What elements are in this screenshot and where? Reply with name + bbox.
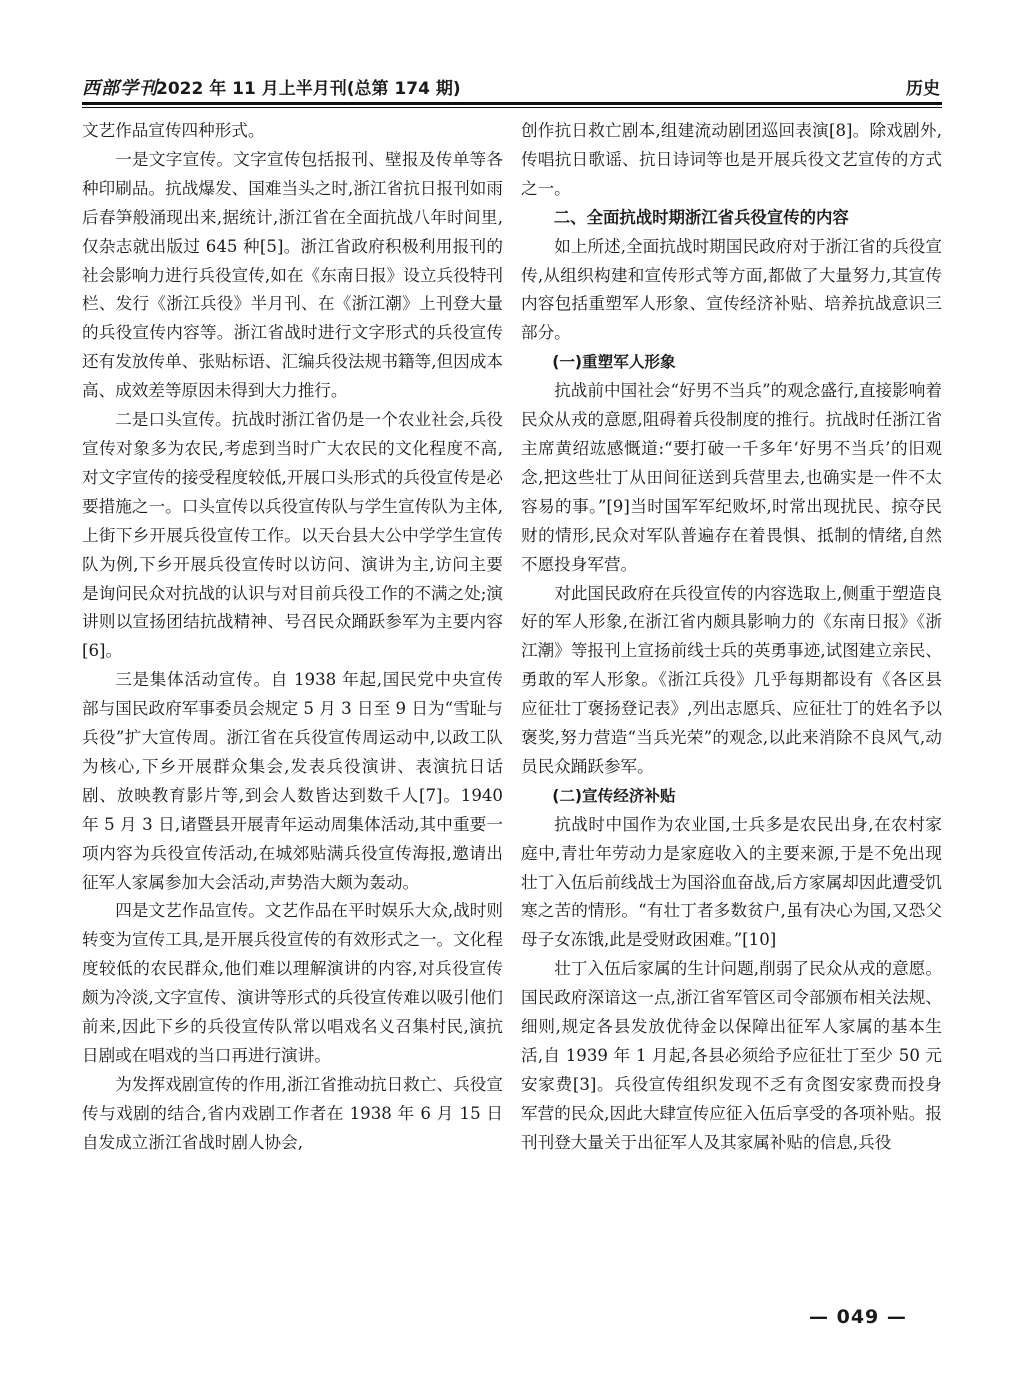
issue-info: 2022 年 11 月上半月刊(总第 174 期) bbox=[156, 79, 461, 99]
paragraph: 壮丁入伍后家属的生计问题,削弱了民众从戎的意愿。国民政府深谙这一点,浙江省军管区司令部颁布相关法规、细则,规定各县发放优待金以保障出征军人家属的基本生活,自 1939 年 1 月起,各县必须给予应征壮丁至少 50 元安家费[3]。兵役宣传组织发现不乏有贪图安家费而投身军营的民众,因此大肆宣传应征入伍后享受的各项补贴。报刊刊登大量关于出征军人及其家属补贴的信息,兵役 bbox=[521, 959, 942, 1152]
paragraph: 二是口头宣传。抗战时浙江省仍是一个农业社会,兵役宣传对象多为农民,考虑到当时广大农民的文化程度不高,对文字宣传的接受程度较低,开展口头形式的兵役宣传是必要措施之一。口头宣传以兵役宣传队与学生宣传队为主体,上街下乡开展兵役宣传工作。以天台县大公中学学生宣传队为例,下乡开展兵役宣传时以访问、演讲为主,访问主要是询问民众对抗战的认识与对目前兵役工作的不满之处;演讲则以宣扬团结抗战精神、号召民众踊跃参军为主要内容[6]。 bbox=[82, 410, 503, 661]
running-header bbox=[82, 74, 942, 98]
header-rule-thick bbox=[82, 102, 942, 105]
paragraph: 四是文艺作品宣传。文艺作品在平时娱乐大众,战时则转变为宣传工具,是开展兵役宣传的有效形式之一。文化程度较低的农民群众,他们难以理解演讲的内容,对兵役宣传颇为冷淡,文字宣传、演讲等形式的兵役宣传难以吸引他们前来,因此下乡的兵役宣传队常以唱戏名义召集村民,演抗日剧或在唱戏的当口再进行演讲。 bbox=[82, 901, 503, 1065]
page-number: — 049 — bbox=[809, 1306, 907, 1328]
journal-logo: 西部学刊 bbox=[82, 78, 158, 99]
paragraph: 文艺作品宣传四种形式。 bbox=[82, 121, 265, 140]
paragraph: 为发挥戏剧宣传的作用,浙江省推动抗日救亡、兵役宣传与戏剧的结合,省内戏剧工作者在 1938 年 6 月 15 日自发成立浙江省战时剧人协会, bbox=[82, 1074, 503, 1152]
section-label: 历史 bbox=[906, 79, 940, 99]
section-heading: 二、全面抗战时期浙江省兵役宣传的内容 bbox=[553, 207, 849, 227]
paragraph: 如上所述,全面抗战时期国民政府对于浙江省的兵役宣传,从组织构建和宣传形式等方面,都做了大量努力,其宣传内容包括重塑军人形象、宣传经济补贴、培养抗战意识三部分。 bbox=[521, 236, 942, 343]
left-column bbox=[82, 117, 503, 1158]
subsection-heading: (一)重塑军人形象 bbox=[552, 353, 676, 372]
paragraph: 对此国民政府在兵役宣传的内容选取上,侧重于塑造良好的军人形象,在浙江省内颇具影响力的《东南日报》《浙江潮》等报刊上宣扬前线士兵的英勇事迹,试图建立亲民、勇敢的军人形象。《浙江兵役》几乎每期都设有《各区县应征壮丁褒扬登记表》,列出志愿兵、应征壮丁的姓名予以褒奖,努力营造“当兵光荣”的观念,以此来消除不良风气,动员民众踊跃参军。 bbox=[521, 583, 942, 776]
paragraph: 抗战前中国社会“好男不当兵”的观念盛行,直接影响着民众从戎的意愿,阻碍着兵役制度的推行。抗战时任浙江省主席黄绍竑感慨道:“要打破一千多年‘好男不当兵’的旧观念,把这些壮丁从田间征送到兵营里去,也确实是一件不太容易的事。”[9]当时国军军纪败坏,时常出现扰民、掠夺民财的情形,民众对军队普遍存在着畏惧、抵制的情绪,自然不愿投身军营。 bbox=[521, 381, 942, 574]
paragraph: 创作抗日救亡剧本,组建流动剧团巡回表演[8]。除戏剧外,传唱抗日歌谣、抗日诗词等也是开展兵役文艺宣传的方式之一。 bbox=[521, 121, 942, 198]
right-column bbox=[521, 117, 942, 1158]
subsection-heading: (二)宣传经济补贴 bbox=[552, 786, 676, 805]
paragraph: 三是集体活动宣传。自 1938 年起,国民党中央宣传部与国民政府军事委员会规定 5 月 3 日至 9 日为“雪耻与兵役”扩大宣传周。浙江省在兵役宣传周运动中,以政工队为核心,下乡开展群众集会,发表兵役演讲、表演抗日话剧、放映教育影片等,到会人数皆达到数千人[7]。1940 年 5 月 3 日,诸暨县开展青年运动周集体活动,其中重要一项内容为兵役宣传活动,在城郊贴满兵役宣传海报,邀请出征军人家属参加大会活动,声势浩大颇为轰动。 bbox=[82, 670, 503, 892]
header-rule-thin bbox=[82, 107, 942, 108]
paragraph: 抗战时中国作为农业国,士兵多是农民出身,在农村家庭中,青壮年劳动力是家庭收入的主要来源,于是不免出现壮丁入伍后前线战士为国浴血奋战,后方家属却因此遭受饥寒之苦的情形。“有壮丁者多数贫户,虽有决心为国,又恐父母子女冻饿,此是受财政困难。”[10] bbox=[521, 814, 942, 950]
paragraph: 一是文字宣传。文字宣传包括报刊、壁报及传单等各种印刷品。抗战爆发、国难当头之时,浙江省抗日报刊如雨后春笋般涌现出来,据统计,浙江省在全面抗战八年时间里,仅杂志就出版过 645 种[5]。浙江省政府积极利用报刊的社会影响力进行兵役宣传,如在《东南日报》设立兵役特刊栏、发行《浙江兵役》半月刊、在《浙江潮》上刊登大量的兵役宣传内容等。浙江省战时进行文字形式的兵役宣传还有发放传单、张贴标语、汇编兵役法规书籍等,但因成本高、成效差等原因未得到大力推行。 bbox=[82, 149, 503, 401]
